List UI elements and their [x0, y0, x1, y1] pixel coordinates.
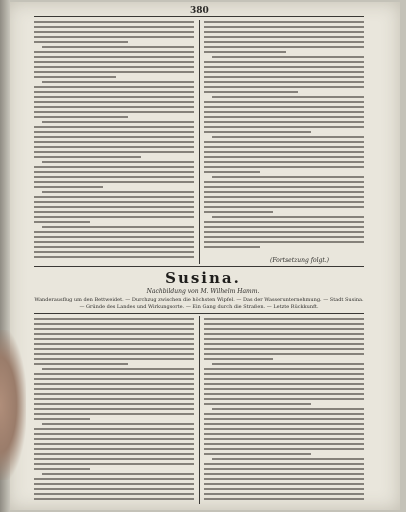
text-line	[204, 418, 364, 420]
text-line	[204, 398, 364, 400]
text-line	[204, 246, 260, 248]
text-line	[204, 433, 364, 435]
text-line	[34, 151, 194, 153]
text-line	[34, 483, 194, 485]
text-line	[34, 398, 194, 400]
text-line	[204, 453, 311, 455]
text-line	[204, 478, 364, 480]
text-line	[204, 488, 364, 490]
text-line	[204, 328, 364, 330]
text-line	[34, 126, 194, 128]
text-line	[204, 91, 298, 93]
text-line	[204, 196, 364, 198]
text-line	[204, 21, 364, 23]
article-byline: Nachbildung von M. Wilhelm Hamm.	[146, 288, 260, 295]
section-divider	[34, 266, 364, 267]
text-line	[204, 206, 364, 208]
text-line	[204, 201, 364, 203]
text-line	[34, 388, 194, 390]
text-line	[212, 363, 364, 365]
text-line	[34, 478, 194, 480]
text-line	[34, 31, 194, 33]
text-line	[34, 498, 194, 500]
text-line	[34, 26, 194, 28]
text-line	[34, 333, 194, 335]
text-line	[204, 141, 364, 143]
text-line	[204, 106, 364, 108]
text-line	[204, 111, 364, 113]
text-line	[42, 226, 194, 228]
text-line	[204, 338, 364, 340]
text-line	[204, 493, 364, 495]
text-line	[34, 131, 194, 133]
text-line	[34, 363, 128, 365]
text-line	[42, 473, 194, 475]
text-line	[34, 343, 194, 345]
text-line	[34, 428, 194, 430]
text-line	[42, 368, 194, 370]
text-line	[212, 408, 364, 410]
text-line	[34, 488, 194, 490]
text-line	[204, 443, 364, 445]
text-line	[34, 378, 194, 380]
text-line	[34, 51, 194, 53]
text-line	[204, 71, 364, 73]
text-line	[34, 76, 116, 78]
text-line	[204, 403, 311, 405]
text-line	[204, 116, 364, 118]
text-line	[204, 448, 364, 450]
text-line	[34, 91, 194, 93]
text-line	[34, 146, 194, 148]
text-line	[204, 166, 364, 168]
text-line	[34, 448, 194, 450]
text-line	[212, 96, 364, 98]
upper-column-separator	[199, 20, 200, 264]
reader-thumb	[0, 330, 26, 480]
text-line	[204, 231, 364, 233]
text-line	[34, 211, 194, 213]
text-line	[204, 498, 364, 500]
text-line	[34, 383, 194, 385]
text-line	[34, 61, 194, 63]
text-line	[204, 368, 364, 370]
text-line	[42, 46, 194, 48]
text-line	[34, 71, 194, 73]
text-line	[34, 433, 194, 435]
text-line	[212, 216, 364, 218]
text-line	[204, 483, 364, 485]
text-line	[34, 418, 90, 420]
text-line	[34, 328, 194, 330]
text-line	[204, 126, 364, 128]
text-line	[204, 31, 364, 33]
text-line	[204, 181, 364, 183]
text-line	[34, 493, 194, 495]
summary-rule	[34, 313, 364, 314]
text-line	[34, 41, 128, 43]
text-line	[204, 236, 364, 238]
text-line	[204, 121, 364, 123]
text-line	[34, 206, 194, 208]
text-line	[34, 96, 194, 98]
text-line	[34, 463, 194, 465]
article-title: Susina.	[165, 269, 241, 287]
text-line	[204, 241, 364, 243]
text-line	[42, 121, 194, 123]
text-line	[34, 246, 194, 248]
text-line	[204, 428, 364, 430]
text-line	[34, 323, 194, 325]
text-line	[204, 36, 364, 38]
text-line	[34, 251, 194, 253]
text-line	[204, 438, 364, 440]
text-line	[204, 383, 364, 385]
text-line	[212, 176, 364, 178]
text-line	[212, 136, 364, 138]
text-line	[204, 61, 364, 63]
text-line	[34, 116, 128, 118]
text-line	[34, 393, 194, 395]
text-line	[34, 171, 194, 173]
text-line	[204, 358, 273, 360]
text-line	[34, 468, 90, 470]
text-line	[42, 81, 194, 83]
text-line	[204, 413, 364, 415]
text-line	[34, 256, 194, 258]
text-line	[34, 141, 194, 143]
text-line	[34, 101, 194, 103]
text-line	[34, 241, 194, 243]
text-line	[34, 221, 90, 223]
text-line	[204, 318, 364, 320]
text-line	[34, 176, 194, 178]
text-line	[34, 403, 194, 405]
text-line	[204, 333, 364, 335]
text-line	[204, 353, 364, 355]
text-line	[204, 81, 364, 83]
text-line	[204, 211, 273, 213]
text-line	[204, 161, 364, 163]
text-line	[34, 231, 194, 233]
text-line	[204, 86, 364, 88]
text-line	[34, 358, 194, 360]
text-line	[204, 191, 364, 193]
text-line	[34, 318, 194, 320]
text-line	[42, 191, 194, 193]
text-line	[34, 166, 194, 168]
text-line	[204, 343, 364, 345]
text-line	[204, 221, 364, 223]
text-line	[34, 453, 194, 455]
text-line	[34, 181, 194, 183]
text-line	[204, 348, 364, 350]
text-line	[204, 46, 364, 48]
text-line	[34, 353, 194, 355]
text-line	[204, 131, 311, 133]
text-line	[34, 438, 194, 440]
text-line	[204, 388, 364, 390]
text-line	[204, 378, 364, 380]
text-line	[34, 21, 194, 23]
page-number: 380	[190, 6, 209, 16]
text-line	[34, 373, 194, 375]
text-line	[42, 161, 194, 163]
continuation-note: (Fortsetzung folgt.)	[270, 257, 329, 264]
text-line	[34, 458, 194, 460]
text-line	[34, 56, 194, 58]
text-line	[34, 408, 194, 410]
header-rule	[34, 16, 364, 17]
text-line	[34, 186, 103, 188]
text-line	[34, 443, 194, 445]
text-line	[204, 373, 364, 375]
text-line	[34, 338, 194, 340]
text-line	[204, 473, 364, 475]
text-line	[34, 413, 194, 415]
text-line	[34, 106, 194, 108]
text-line	[34, 66, 194, 68]
text-line	[204, 323, 364, 325]
text-line	[204, 146, 364, 148]
text-line	[204, 468, 364, 470]
text-line	[34, 156, 141, 158]
lower-column-separator	[199, 316, 200, 504]
text-line	[34, 196, 194, 198]
text-line	[34, 86, 194, 88]
text-line	[212, 56, 364, 58]
text-line	[34, 36, 194, 38]
text-line	[204, 463, 364, 465]
text-line	[34, 348, 194, 350]
text-line	[204, 156, 364, 158]
text-line	[204, 41, 364, 43]
text-line	[34, 216, 194, 218]
text-line	[212, 458, 364, 460]
text-line	[204, 171, 260, 173]
text-line	[34, 111, 194, 113]
text-line	[204, 151, 364, 153]
text-line	[204, 76, 364, 78]
text-line	[42, 423, 194, 425]
text-line	[34, 236, 194, 238]
text-line	[204, 186, 364, 188]
text-line	[204, 51, 286, 53]
text-line	[204, 226, 364, 228]
text-line	[34, 201, 194, 203]
text-line	[204, 26, 364, 28]
text-line	[204, 423, 364, 425]
text-line	[204, 393, 364, 395]
text-line	[204, 66, 364, 68]
text-line	[204, 101, 364, 103]
article-summary: Wanderausflug um den Bettweidet. — Durchzug zwischen die höchsten Wipfel. — Das der Wasserunternehmung. — Stadt Susina. — Gründe des Landes und Wirkungsorte. — Ein Gang durch die Straßen. — Letzte Rückkunft.	[34, 297, 364, 310]
text-line	[34, 136, 194, 138]
